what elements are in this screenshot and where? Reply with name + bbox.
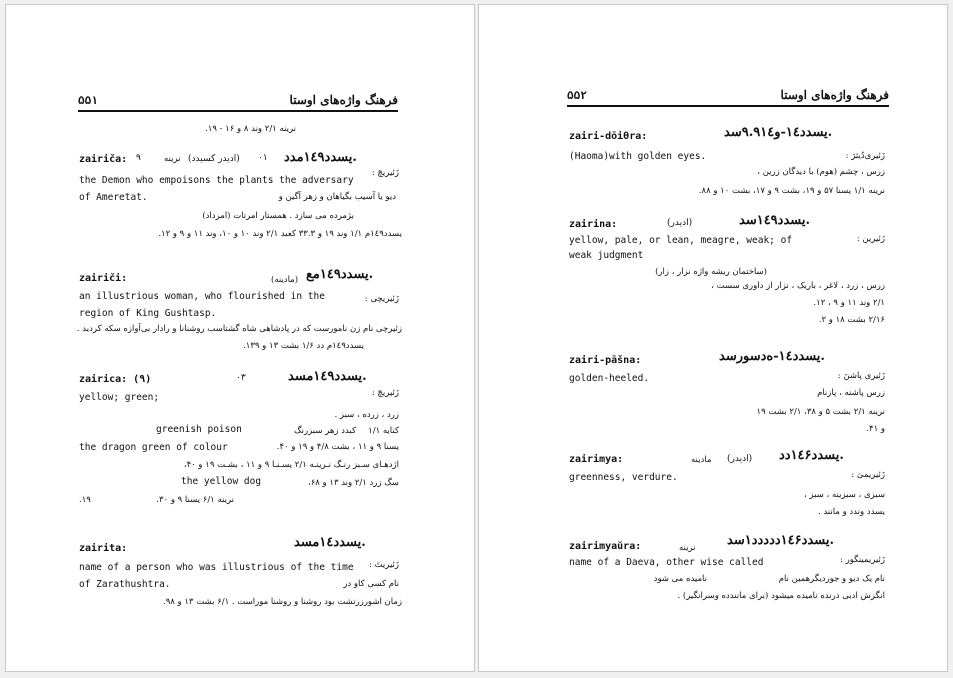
entry-headword: zairita: — [79, 543, 128, 554]
entry-headword: zairimyaŭra: — [569, 541, 642, 552]
gender-tag: (مادینه) — [271, 275, 299, 285]
persian-definition: سبزی ، سبزینه ، سبز ، — [803, 490, 885, 500]
persian-definition: نامیده می شود — [653, 574, 707, 584]
english-definition: (Haoma)with golden eyes. — [569, 151, 707, 162]
left-page-header — [78, 88, 398, 112]
entry-headword: zairi-pāšna: — [569, 355, 642, 366]
persian-definition: نام یک دیو و جوردیگرهمین نام — [778, 574, 885, 584]
citation-line: یسدد١٤٩م ۱/۱ وند ۱۹ و ۳۳.۳ کعبد ۲/۱ وند ۱۰ و ۱۰، وند ۱۱ و ۹ و ۱۲. — [158, 229, 402, 239]
persian-definition: زرس ، چشم (هوم) با دیدگان زرین ، — [757, 167, 885, 177]
english-definition: an illustrious woman, who flourished in the — [79, 291, 325, 302]
english-definition: yellow, pale, or lean, meagre, weak; of — [569, 235, 793, 246]
english-definition: name of a person who was illustrious of the time — [79, 562, 354, 573]
avestan-word: یسدد١٤-ەدسورسد. — [719, 349, 825, 364]
english-definition: of Zarathushtra. — [79, 579, 171, 590]
persian-headword: زَئیریمینگور : — [840, 555, 885, 565]
persian-headword: زَئیریچَ : — [371, 388, 399, 398]
right-page-header — [567, 83, 889, 107]
persian-definition: (ساختمان ریشه واژه نزار ، زار) — [655, 267, 767, 277]
entry-headword: zairica: (٩) — [79, 374, 152, 385]
english-definition: of Ameretat. — [79, 192, 148, 203]
english-definition: greenish poison — [156, 424, 242, 435]
entry-headword: zairiča: — [79, 154, 128, 165]
citation-line: یسدد١٤٩م دد ۱/۶ بشت ۱۳ و ۱۳۹. — [243, 341, 364, 351]
persian-headword: زَئیریتَ : — [368, 560, 399, 570]
avestan-word: یسدد١٤-و٩.٩١٤سد. — [724, 125, 833, 140]
english-definition: the yellow dog — [181, 476, 262, 487]
citation-line: ۲/۱۶ بشت ۱۸ و ۲. — [818, 315, 885, 325]
page-title: فرهنگ واژه‌های اوستا — [289, 93, 398, 107]
avestan-word: یسدد١٤٩مسد. — [288, 369, 367, 384]
citation-line: اژدهـای سـبز رنـگ نـرینـه ۲/۱ یسـنـا ۹ و ۱۱ ، بشـت ۱۹ و ۴۰، — [183, 460, 399, 470]
persian-headword: زَئیریچی : — [364, 294, 399, 304]
entry-number: ۹ — [136, 153, 141, 163]
avestan-tag: (ادیدر) — [727, 454, 753, 464]
persian-headword: زَئیریچَ : — [371, 168, 399, 178]
persian-definition: دیو یا آسیب بگیاهان و زهر آگین و — [278, 192, 396, 202]
reference-line: نرینه ۲/۱ وند ۸ و ۱۶ - ۱۹. — [205, 124, 296, 134]
persian-headword: زَئیرین : — [856, 234, 885, 244]
citation-line: نرینه ۱/۱ یسنا ۵۷ و ۱۹، بشت ۹ و ۱۷، بشت ۱۰ و ۸۸. — [698, 186, 885, 196]
citation-line: نرینه ۲/۱ بشت ۵ و ۳۸، ۲/۱ بشت ۱۹ — [756, 407, 885, 417]
entry-headword: zairimya: — [569, 454, 624, 465]
citation-line: ۱۹. — [79, 495, 91, 505]
citation-line: سگ زرد ۲/۱ وند ۱۳ و ۶۸، — [307, 478, 399, 488]
citation-line: زمان اشورزرتشت بود روشنا و روشنا موراست . ۶/۱ بشت ۱۳ و ۹۸. — [163, 597, 402, 607]
persian-definition: یسدد وندد و مانند . — [817, 507, 885, 517]
gender-tag: نرینه — [679, 543, 696, 553]
entry-headword: zairina: — [569, 219, 618, 230]
english-definition: golden-heeled. — [569, 373, 650, 384]
citation-line: و ۴۱. — [866, 424, 885, 434]
english-definition: name of a Daeva, other wise called — [569, 557, 764, 568]
english-definition: weak judgment — [569, 250, 644, 261]
citation-line: ۲/۱ وند ۱۱ و ۹ ، ۱۲. — [813, 298, 885, 308]
persian-headword: زَئیری‌دُیثرَ : — [845, 151, 885, 161]
english-definition: yellow; green; — [79, 392, 160, 403]
persian-definition: انگزش ادبی درنده نامیده میشود (برای مانندده وسرانگیر) . — [677, 591, 885, 601]
persian-definition: بژمرده می سازد . همستار امرتات (امرداد) — [202, 211, 354, 221]
citation-line: نرینه ۶/۱ یسنا ۹ و ۳۰. — [156, 495, 234, 505]
right-page — [478, 4, 948, 672]
english-definition: the dragon green of colour — [79, 442, 228, 453]
persian-headword: زَئیری پاشنَ : — [837, 371, 885, 381]
persian-definition: نام کسی کاو در — [343, 579, 399, 589]
avestan-word: یسدد١٤٩مدد. — [284, 150, 357, 165]
avestan-word: یسدد١٤٩مع. — [306, 267, 374, 282]
entry-number: ۰۳ — [236, 373, 246, 383]
page-number: ۵۵۱ — [78, 94, 98, 107]
entry-headword: zairiči: — [79, 273, 128, 284]
avestan-word: یسدد١٤۶دد. — [779, 448, 844, 463]
avestan-word: یسدد١٤۹سد. — [739, 213, 811, 228]
persian-definition: کبدد زهر سبزرنگ — [294, 426, 356, 436]
english-definition: greenness, verdure. — [569, 472, 678, 483]
left-page — [5, 4, 475, 672]
citation-line: یسنا ۹ و ۱۱ ، بشت ۴/۸ و ۱۹ و ۴۰. — [276, 442, 399, 452]
persian-headword: زَئیریمیَ : — [851, 470, 885, 480]
avestan-tag: (ادیدر) — [667, 218, 693, 228]
avestan-tag: (ادیدر کسیدد) — [188, 154, 240, 164]
page-title: فرهنگ واژه‌های اوستا — [780, 88, 889, 102]
entry-number: ۰۱ — [258, 153, 268, 163]
gender-tag: نرینه — [164, 154, 181, 164]
english-definition: the Demon who empoisons the plants the adversary — [79, 175, 354, 186]
persian-definition: زرد ، زرده ، سبز . — [334, 410, 399, 420]
persian-definition: زئیرچی نام زن نامورست که در پادشاهی شاه گشتاسب روشنانا و رادار بی‌آوازه سکه کردید . — [76, 324, 402, 334]
page-number: ۵۵۲ — [567, 89, 587, 102]
persian-definition: زرس پاشنه ، پازنام — [817, 388, 885, 398]
avestan-word: یسدد١٤۶ددددد١سد. — [727, 533, 834, 548]
english-definition: region of King Gushtasp. — [79, 308, 217, 319]
entry-headword: zairi-dōiθra: — [569, 131, 648, 142]
avestan-word: یسدد١٤مسد. — [294, 535, 366, 550]
persian-definition: کنایه ۱/۱ — [368, 426, 399, 436]
gender-tag: مادینه — [691, 455, 712, 465]
persian-definition: زرس ، زرد ، لاغر ، باریک ، نزار از داوری سست ، — [711, 281, 885, 291]
